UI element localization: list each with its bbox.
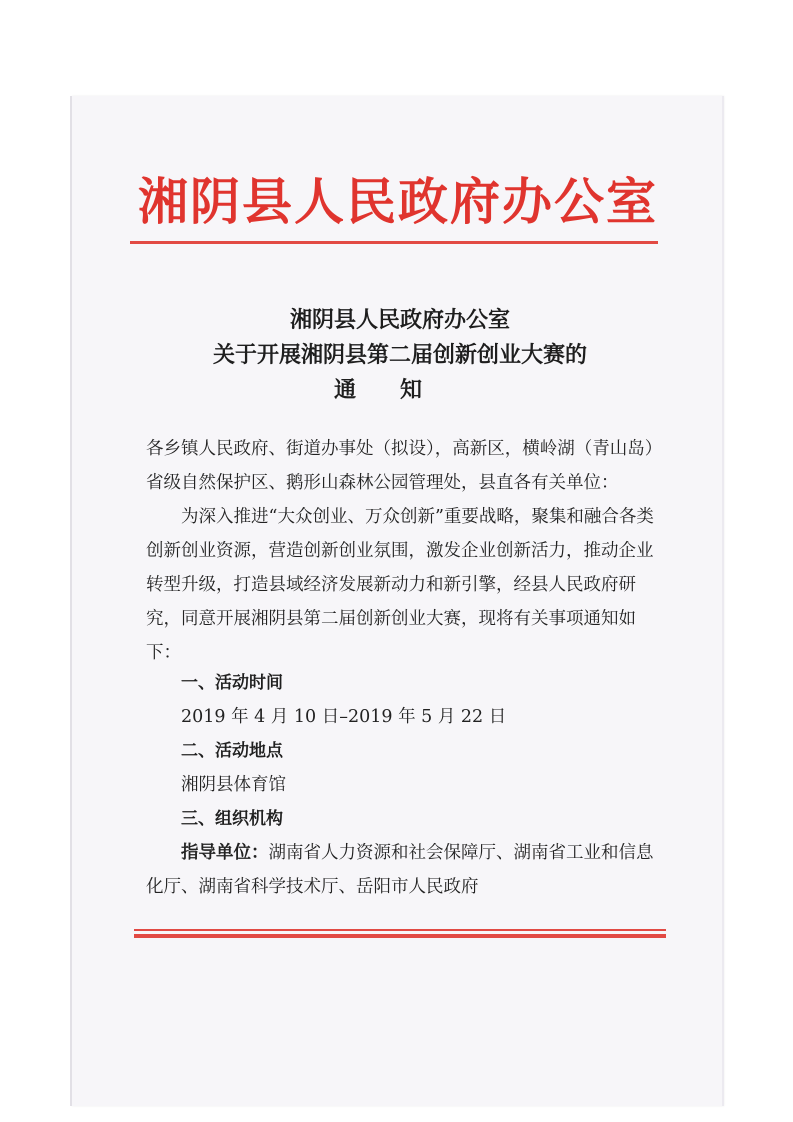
section-heading-place: 二、活动地点	[181, 741, 283, 761]
doc-title-line-3: 通知	[333, 377, 466, 403]
intro-paragraph: 为深入推进“大众创业、万众创新”重要战略，聚集和融合各类创新创业资源，营造创新创业氛围，激发企业创新活力，推动企业转型升级，打造县域经济发展新动力和新引擎，经县人民政府研究，同意开展湘阴县第二届创新创业大赛，现将有关事项通知如下：	[146, 507, 654, 663]
guide-text: 湖南省人力资源和社会保障厅、湖南省工业和信息化厅、湖南省科学技术厅、岳阳市人民政府	[146, 843, 654, 897]
masthead-title: 湘阴县人民政府办公室	[138, 172, 658, 231]
section-content-time: 2019 年 4 月 10 日–2019 年 5 月 22 日	[181, 707, 507, 727]
section-heading-organization: 三、组织机构	[181, 809, 283, 829]
footer-red-rule-thick	[134, 934, 666, 938]
footer-red-rule-thin	[134, 929, 666, 931]
doc-title-line-2: 关于开展湘阴县第二届创新创业大赛的	[212, 342, 587, 368]
section-content-place: 湘阴县体育馆	[181, 775, 286, 795]
addressee: 各乡镇人民政府、街道办事处（拟设），高新区，横岭湖（青山岛）省级自然保护区、鹅形山森林公园管理处，县直各有关单位：	[146, 439, 654, 493]
guide-label: 指导单位：	[181, 843, 269, 863]
doc-title-line-1: 湘阴县人民政府办公室	[289, 307, 510, 333]
guide-units-paragraph	[146, 836, 658, 904]
paper-right-edge	[722, 96, 724, 1106]
section-heading-time: 一、活动时间	[181, 673, 283, 693]
paper-left-edge	[70, 96, 72, 1106]
masthead-red-rule	[130, 241, 658, 244]
